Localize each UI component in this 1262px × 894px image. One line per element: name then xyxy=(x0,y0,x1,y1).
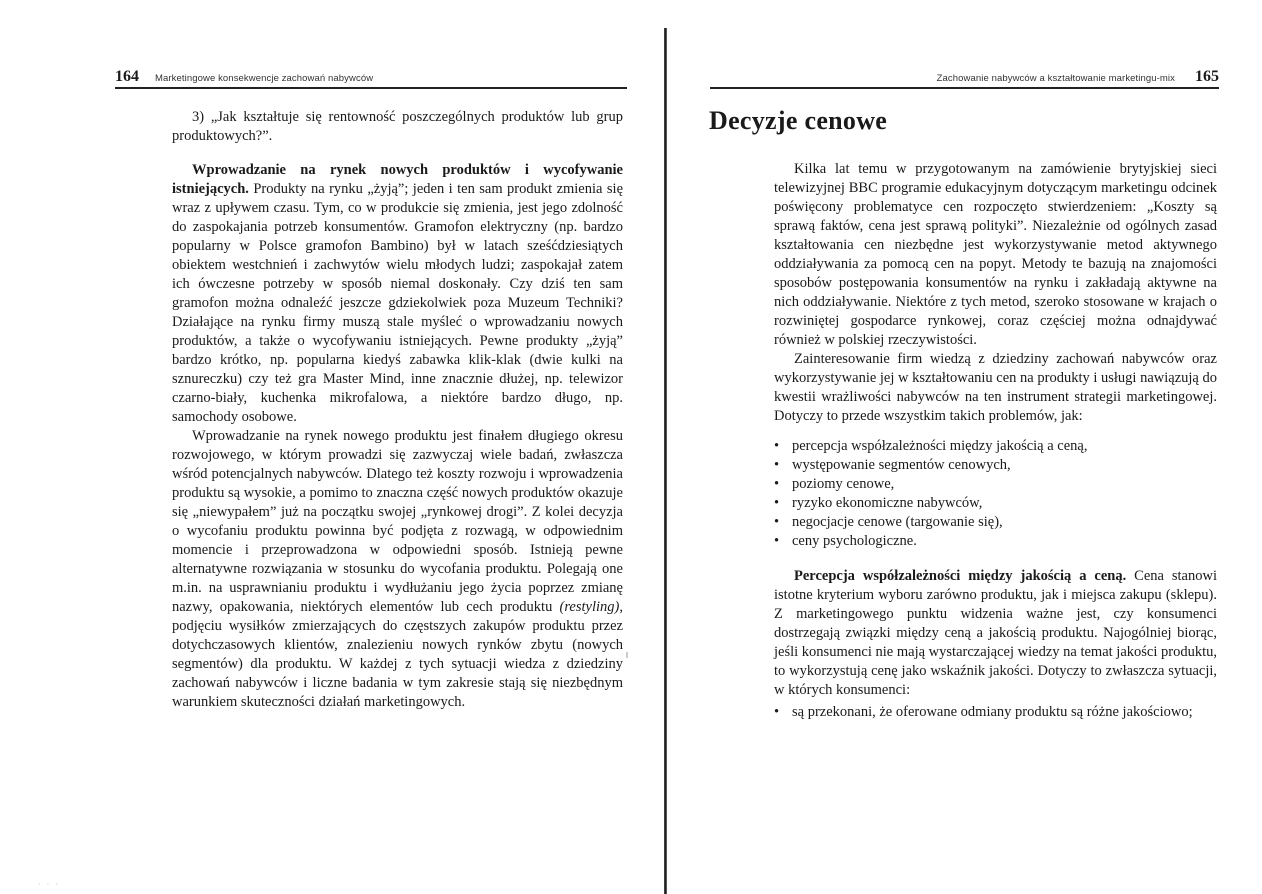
left-paragraph-3 xyxy=(172,427,623,712)
left-running-header xyxy=(115,68,627,86)
right-paragraph-3-heading: Percepcja współzależności między jakością a ceną. xyxy=(794,568,1127,584)
left-running-head-title: Marketingowe konsekwencje zachowań nabywców xyxy=(155,73,374,84)
right-paragraph-3 xyxy=(774,567,1217,700)
left-body-text xyxy=(172,108,623,712)
left-paragraph-1: 3) „Jak kształtuje się rentowność poszczególnych produktów lub grup produktowych?”. xyxy=(172,109,623,144)
bullet-item: • ryzyko ekonomiczne nabywców, xyxy=(774,494,1217,513)
bullet-item: • negocjacje cenowe (targowanie się), xyxy=(774,513,1217,532)
left-paragraph-3-end: , podjęciu wysiłków zmierzających do częstszych zakupów produktu przez dotychczasowych klientów, znalezieniu nowych rynków zbytu (nowych segmentów) dla produktu. W każdej z tych sytuacji wiedza z dziedziny zachowań nabywców i liczne badania w tym zakresie stają się niezbędnym warunkiem skuteczności działań marketingowych. xyxy=(172,599,623,710)
right-header-rule xyxy=(710,87,1219,89)
left-header-rule xyxy=(115,87,627,89)
chapter-title: Decyzje cenowe xyxy=(709,106,888,135)
right-paragraph-1: Kilka lat temu w przygotowanym na zamówienie brytyjskiej sieci telewizyjnej BBC programie edukacyjnym dotyczącym marketingu odcinek poświęcony problematyce cen rozpoczęto stwierdzeniem: „Koszty są sprawą faktów, cena jest sprawą polityki”. Niezależnie od ogólnych zasad kształtowania cen niezbędne jest wykorzystywanie metod aktywnego oddziaływania za pomocą cen na popyt. Metody te bazują na znajomości sposobów postępowania konsumentów na rynku i zakładają aktywne na nich oddziaływanie. Niektóre z tych metod, szeroko stosowane w krajach o rozwiniętej gospodarce rynkowej, coraz częściej można odnajdywać również w polskiej rzeczywistości. xyxy=(774,161,1217,348)
scan-artifact-mark xyxy=(626,652,628,658)
bullet-item: • poziomy cenowe, xyxy=(774,475,1217,494)
bullet-item: • percepcja współzależności między jakością a ceną, xyxy=(774,437,1217,456)
bullet-list-consumers xyxy=(774,703,1217,722)
bullet-item: • są przekonani, że oferowane odmiany produktu są różne jakościowo; xyxy=(774,703,1217,722)
left-paragraph-3-start: Wprowadzanie na rynek nowego produktu jest finałem długiego okresu rozwojowego, w którym prowadzi się zazwyczaj wiele badań, zwłaszcza wśród potencjalnych nabywców. Dlatego też koszty rozwoju i wprowadzenia produktu są wysokie, a pomimo to znaczna część nowych produktów okazuje się „niewypałem” już na początku swojej „rynkowej drogi”. Z kolei decyzja o wycofaniu produktu powinna być podjęta z rozwagą, w odpowiednim momencie i przeprowadzona w odpowiedni sposób. Istnieją pewne alternatywne rozwiązania w stosunku do wycofania produktu. Polegają one m.in. na usprawnianiu produktu i wydłużaniu jego życia poprzez zmianę nazwy, opakowania, niektórych elementów lub cech produktu xyxy=(172,428,623,615)
left-page-number: 164 xyxy=(115,68,139,85)
bullet-list-problems xyxy=(774,437,1217,551)
left-paragraph-2-heading: Wprowadzanie na rynek nowych produktów i wycofywanie istniejących. xyxy=(172,162,623,197)
bullet-item: • ceny psychologiczne. xyxy=(774,532,1217,551)
left-paragraph-3-italic-term: (restyling) xyxy=(559,599,620,615)
left-paragraph-2-body: Produkty na rynku „żyją”; jeden i ten sam produkt zmienia się wraz z upływem czasu. Tym, co w produkcie się zmienia, jest jego zdolność do zaspokajania potrzeb konsumentów. Gramofon elektryczny (np. bardzo popularny w Polsce gramofon Bambino) był w latach sześćdziesiątych obiektem westchnień i zachwytów wielu młodych ludzi; zaspokajał zatem ich ówczesne potrzeby w sposób niemal doskonały. Czy dziś ten sam gramofon można odnaleźć jeszcze gdziekolwiek poza Muzeum Techniki? Działające na rynku firmy muszą stale myśleć o wprowadzaniu nowych produktów, a także o wycofywaniu istniejących. Pewne produkty „żyją” bardzo krótko, np. popularna kiedyś zabawka klik-klak (dwie kulki na sznureczku) czy też gra Master Mind, inne znacznie dłużej, np. telewizor czarno-biały, kuchenka mikrofalowa, a niektóre bardzo długo, np. samochody osobowe. xyxy=(172,181,623,425)
right-page xyxy=(672,0,1262,894)
right-paragraph-2: Zainteresowanie firm wiedzą z dziedziny zachowań nabywców oraz wykorzystywanie jej w kształtowaniu cen na produkty i usługi nawiązują do kwestii wrażliwości nabywców na ten instrument strategii marketingowej. Dotyczy to przede wszystkim takich problemów, jak: xyxy=(774,351,1217,424)
right-running-head-title: Zachowanie nabywców a kształtowanie marketingu-mix xyxy=(936,73,1175,84)
right-page-number: 165 xyxy=(1195,68,1219,85)
right-running-header xyxy=(882,68,1219,86)
bullet-item: • występowanie segmentów cenowych, xyxy=(774,456,1217,475)
right-paragraph-3-body: Cena stanowi istotne kryterium wyboru zarówno produktu, jak i miejsca zakupu (sklepu). Z marketingowego punktu widzenia ważne jest, czy konsumenci dostrzegają związki między ceną a jakością produktu. Najogólniej biorąc, jeśli konsumenci nie mają wystarczającej wiedzy na temat jakości produktu, to wykorzystują cenę jako wskaźnik jakości. Dotyczy to zwłaszcza sytuacji, w których konsumenci: xyxy=(774,568,1217,698)
left-paragraph-2 xyxy=(172,161,623,427)
right-body-text xyxy=(774,160,1217,722)
scan-artifact: · · · xyxy=(38,880,60,889)
book-gutter xyxy=(664,28,667,894)
